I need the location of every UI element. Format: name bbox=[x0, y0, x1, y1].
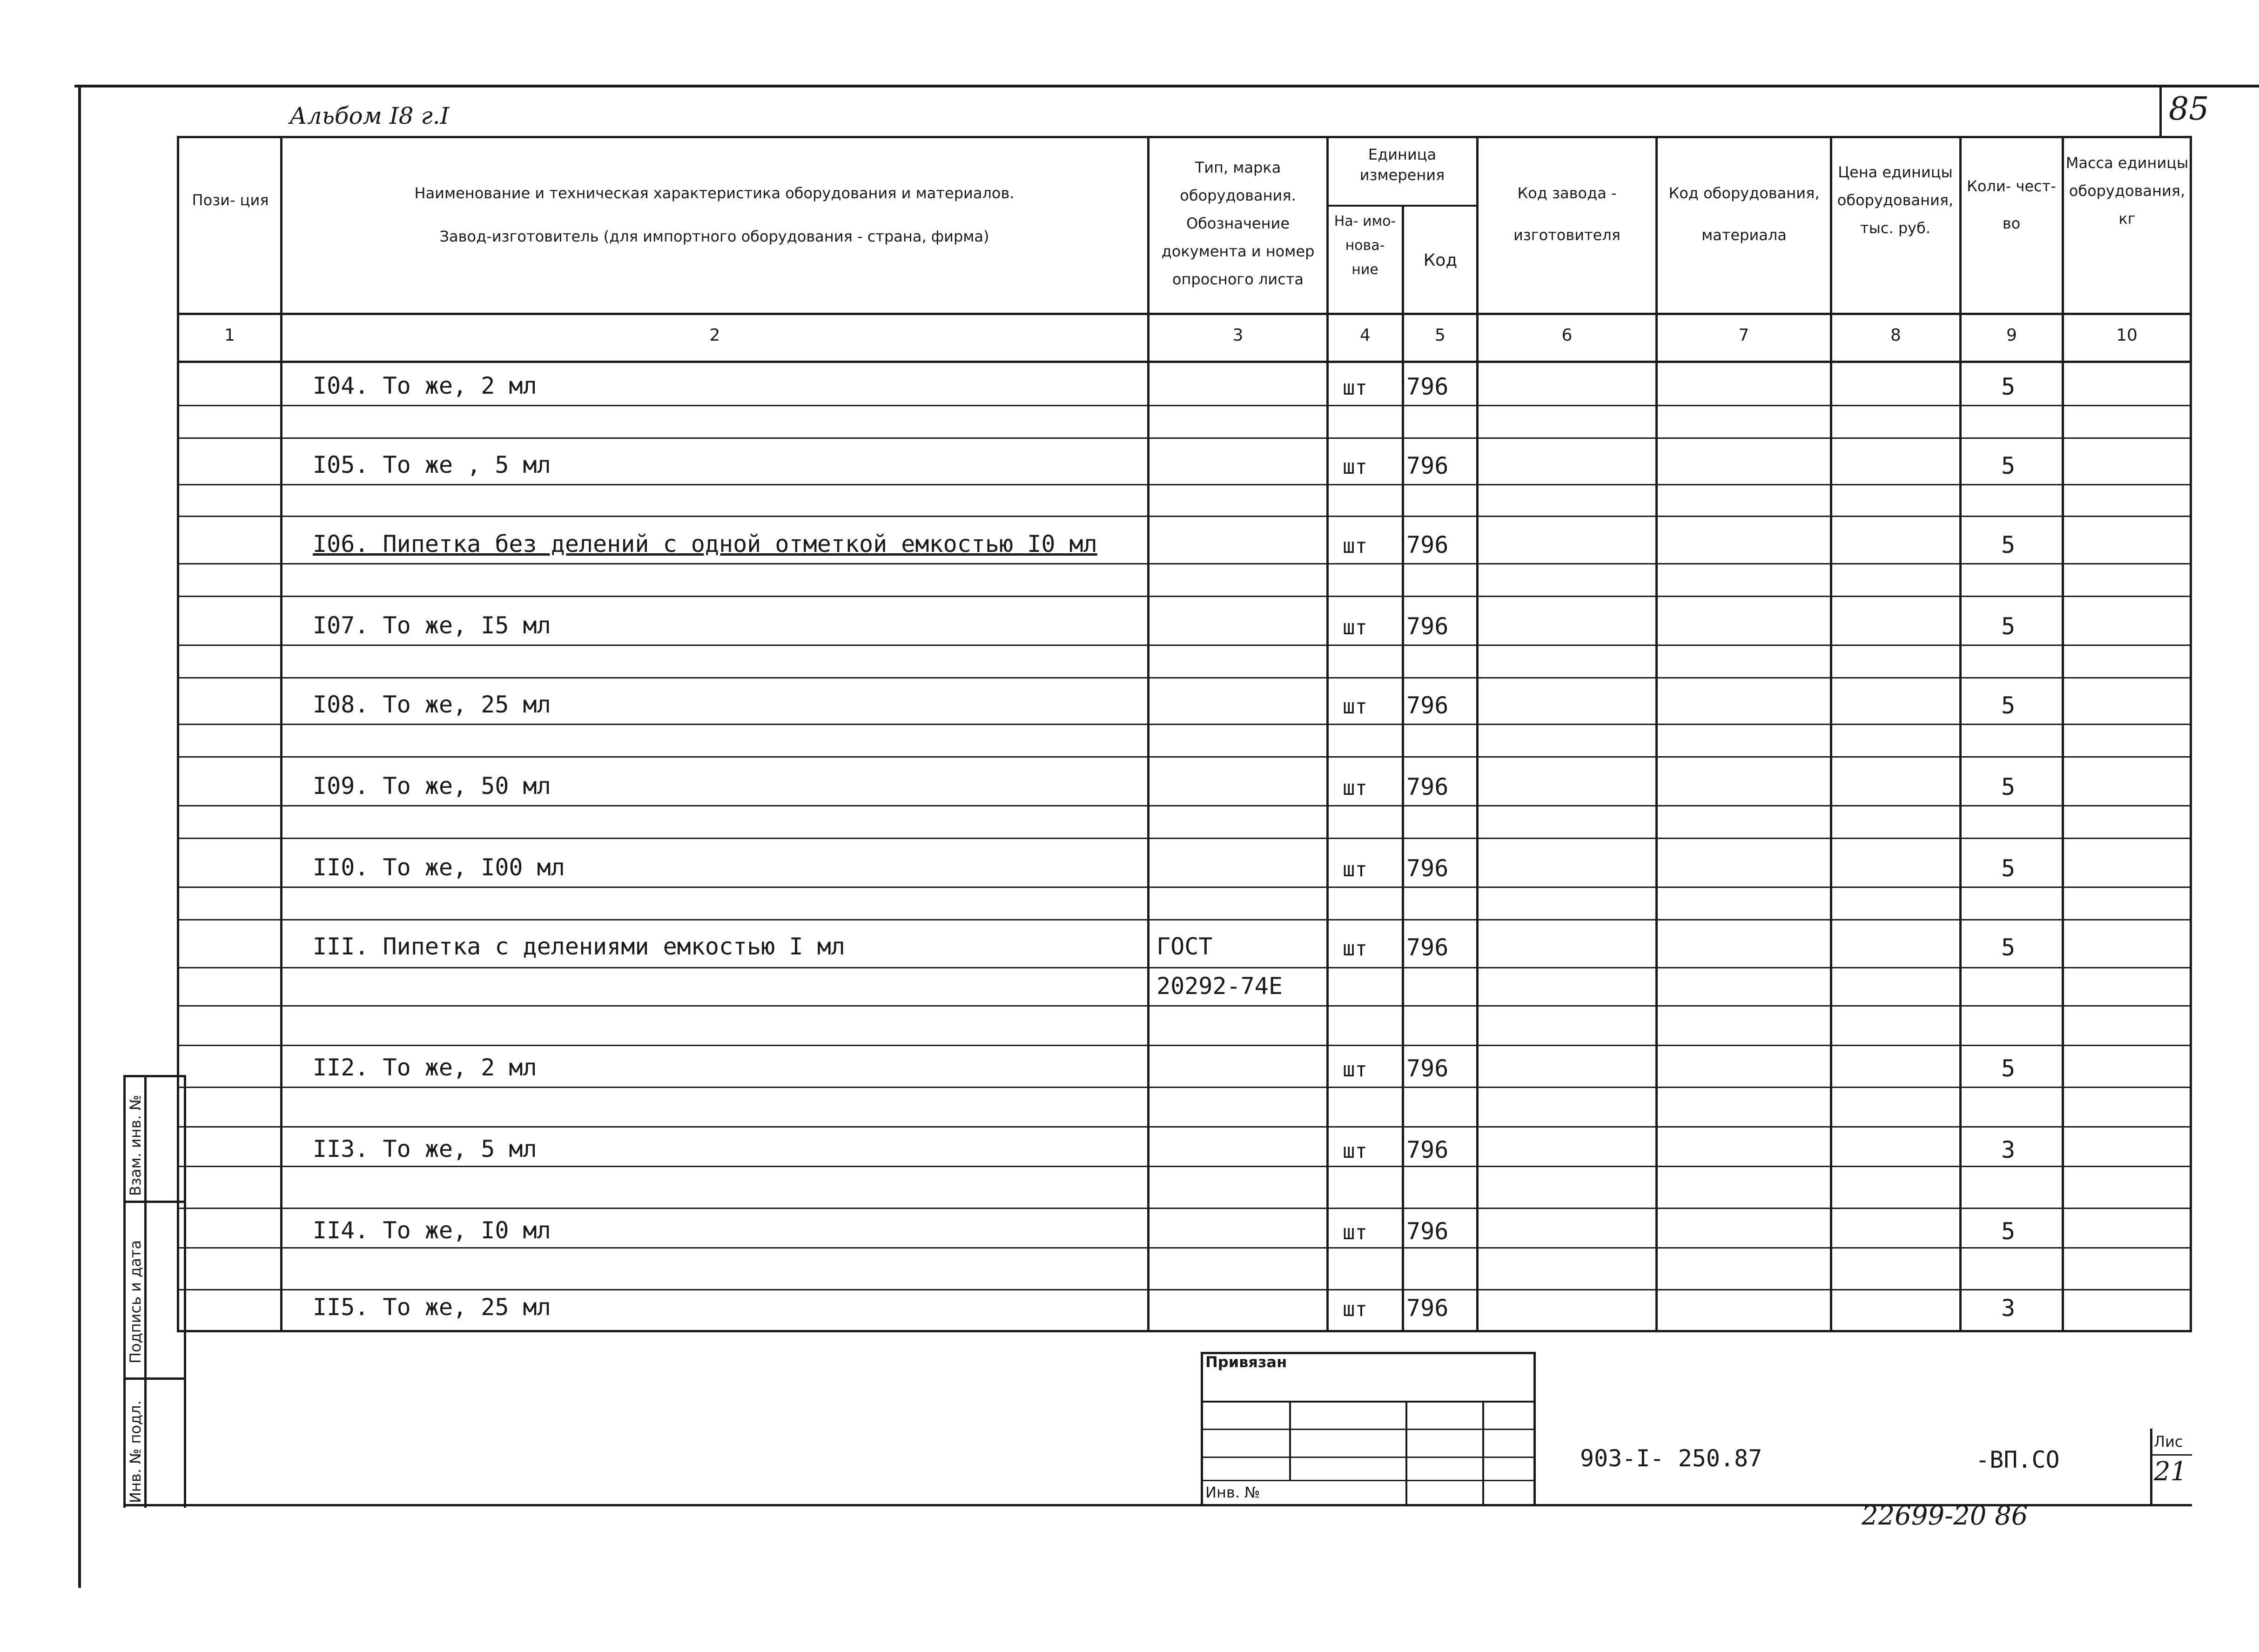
item-code: 796 bbox=[1406, 1055, 1449, 1082]
item-name: I05. То же , 5 мл bbox=[313, 451, 551, 478]
colnum-5: 5 bbox=[1435, 326, 1445, 345]
row-line bbox=[177, 1005, 2192, 1007]
row-line bbox=[177, 1208, 2192, 1209]
colnum-7: 7 bbox=[1738, 326, 1749, 345]
sheet-label: Лис bbox=[2154, 1433, 2183, 1451]
col-sep-6 bbox=[1655, 136, 1658, 1330]
colnum-8: 8 bbox=[1890, 326, 1901, 345]
stamp-inv-no: Инв. № bbox=[1205, 1484, 1260, 1501]
left-frame-line bbox=[78, 85, 81, 1588]
unit-split-line-2 bbox=[1402, 205, 1479, 207]
item-code: 796 bbox=[1406, 773, 1449, 800]
colnum-10: 10 bbox=[2116, 326, 2138, 345]
item-unit: шт bbox=[1343, 1139, 1367, 1163]
colnum-1: 1 bbox=[224, 326, 235, 345]
stamp-row-2 bbox=[1201, 1429, 1536, 1430]
item-unit: шт bbox=[1343, 534, 1367, 558]
colnum-bottom-line bbox=[177, 361, 2192, 363]
col-sep-8 bbox=[1959, 136, 1962, 1330]
side-label-signature: Подпись и дата bbox=[127, 1240, 144, 1363]
document-suffix: -ВП.СО bbox=[1976, 1446, 2060, 1473]
row-line bbox=[177, 1126, 2192, 1128]
top-frame-line bbox=[74, 85, 2259, 87]
item-code: 796 bbox=[1406, 934, 1449, 961]
item-name: I06. Пипетка без делений с одной отметкой емкостью I0 мл bbox=[313, 531, 1097, 557]
header-name-line1: Наименование и техническая характеристика оборудования и материалов. bbox=[414, 184, 1015, 202]
item-code: 796 bbox=[1406, 373, 1449, 400]
row-line bbox=[177, 677, 2192, 678]
item-code: 796 bbox=[1406, 692, 1449, 719]
row-line bbox=[177, 886, 2192, 888]
item-name: I09. То же, 50 мл bbox=[313, 772, 551, 799]
item-qty: 5 bbox=[2001, 692, 2016, 719]
item-code: 796 bbox=[1406, 613, 1449, 640]
unit-split-line bbox=[1326, 205, 1404, 207]
row-line bbox=[177, 1045, 2192, 1046]
margin-stamp-sep2 bbox=[123, 1377, 186, 1380]
item-qty: 5 bbox=[2001, 531, 2016, 558]
col-sep-0 bbox=[177, 136, 179, 1330]
row-line bbox=[177, 563, 2192, 564]
stamp-col-2 bbox=[1405, 1401, 1407, 1505]
margin-stamp-top bbox=[123, 1075, 186, 1077]
col-sep-10 bbox=[2190, 136, 2192, 1330]
header-bottom-line bbox=[177, 313, 2192, 315]
item-name: II4. То же, I0 мл bbox=[313, 1217, 551, 1244]
side-label-replaces: Взам. инв. № bbox=[127, 1095, 144, 1196]
header-type: Тип, марка оборудования. Обозначение документа и номер опросного листа bbox=[1161, 159, 1315, 288]
header-unit-code: Код bbox=[1423, 251, 1458, 270]
item-name: II5. То же, 25 мл bbox=[313, 1294, 551, 1321]
item-unit: шт bbox=[1343, 937, 1367, 960]
row-line bbox=[177, 919, 2192, 920]
item-qty: 5 bbox=[2001, 1055, 2016, 1082]
item-name: I07. То же, I5 мл bbox=[313, 612, 551, 639]
sheet-number: 21 bbox=[2154, 1457, 2187, 1487]
item-code: 796 bbox=[1406, 452, 1449, 479]
header-unit-name: На- имо- нова- ние bbox=[1334, 213, 1396, 278]
item-unit: шт bbox=[1343, 1297, 1367, 1321]
col-sep-9 bbox=[2062, 136, 2064, 1330]
margin-stamp-outer-left bbox=[123, 1075, 126, 1508]
item-unit: шт bbox=[1343, 695, 1367, 719]
item-code: 796 bbox=[1406, 1136, 1449, 1163]
row-line bbox=[177, 1247, 2192, 1249]
margin-stamp-right bbox=[184, 1075, 186, 1508]
col-sep-4 bbox=[1402, 205, 1404, 1330]
col-sep-5 bbox=[1476, 136, 1479, 1330]
album-label: Альбом I8 г.I bbox=[289, 102, 450, 129]
item-unit: шт bbox=[1343, 376, 1367, 400]
col-sep-1 bbox=[280, 136, 282, 1330]
stamp-row-1 bbox=[1201, 1401, 1536, 1403]
item-code: 796 bbox=[1406, 531, 1449, 558]
col-sep-7 bbox=[1830, 136, 1832, 1330]
colnum-9: 9 bbox=[2006, 326, 2017, 345]
colnum-2: 2 bbox=[709, 326, 720, 345]
page-number: 85 bbox=[2169, 91, 2209, 128]
row-line bbox=[177, 516, 2192, 517]
item-unit: шт bbox=[1343, 858, 1367, 881]
item-unit: шт bbox=[1343, 1058, 1367, 1081]
header-equipment-code: Код оборудования, материала bbox=[1668, 184, 1820, 244]
colnum-3: 3 bbox=[1232, 326, 1244, 345]
item-name: II0. То же, I00 мл bbox=[313, 854, 565, 881]
item-code: 796 bbox=[1406, 1218, 1449, 1245]
row-line bbox=[177, 724, 2192, 725]
row-line bbox=[177, 645, 2192, 646]
item-name: I08. То же, 25 мл bbox=[313, 691, 551, 718]
header-position: Пози- ция bbox=[192, 191, 269, 209]
row-line bbox=[177, 484, 2192, 485]
row-line bbox=[177, 1166, 2192, 1167]
row-line bbox=[177, 756, 2192, 758]
header-unit: Единица измерения bbox=[1359, 146, 1445, 184]
item-unit: шт bbox=[1343, 616, 1367, 639]
item-unit: шт bbox=[1343, 455, 1367, 479]
table-top-line bbox=[177, 136, 2192, 138]
item-name: II3. То же, 5 мл bbox=[313, 1135, 537, 1162]
sheet-box-left bbox=[2150, 1429, 2152, 1505]
row-line bbox=[177, 1289, 2192, 1290]
row-line bbox=[177, 838, 2192, 839]
item-unit: шт bbox=[1343, 1221, 1367, 1244]
item-code: 796 bbox=[1406, 855, 1449, 882]
stamp-row-3 bbox=[1201, 1457, 1536, 1458]
header-unit-price: Цена единицы оборудования, тыс. руб. bbox=[1837, 163, 1954, 237]
right-page-line bbox=[2159, 85, 2162, 138]
item-qty: 3 bbox=[2001, 1136, 2016, 1163]
colnum-4: 4 bbox=[1360, 326, 1371, 345]
item-type-continuation: 20292-74Е bbox=[1156, 973, 1283, 1000]
stamp-col-1 bbox=[1289, 1401, 1291, 1480]
row-line bbox=[177, 967, 2192, 968]
margin-stamp-inner bbox=[144, 1075, 147, 1508]
item-qty: 5 bbox=[2001, 1218, 2016, 1245]
item-name: II2. То же, 2 мл bbox=[313, 1054, 537, 1081]
table-bottom-line bbox=[177, 1330, 2192, 1332]
stamp-privyazan: Привязан bbox=[1205, 1353, 1287, 1371]
row-line bbox=[177, 805, 2192, 806]
item-code: 796 bbox=[1406, 1295, 1449, 1322]
footer-number: 22699-20 86 bbox=[1862, 1501, 2028, 1531]
col-sep-3 bbox=[1326, 136, 1329, 1330]
item-name: III. Пипетка с делениями емкостью I мл bbox=[313, 933, 845, 960]
header-name-line2: Завод-изготовитель (для импортного оборудования - страна, фирма) bbox=[439, 228, 989, 245]
colnum-6: 6 bbox=[1561, 326, 1573, 345]
item-qty: 5 bbox=[2001, 773, 2016, 800]
item-qty: 5 bbox=[2001, 613, 2016, 640]
margin-stamp-sep1 bbox=[123, 1201, 186, 1203]
item-qty: 3 bbox=[2001, 1295, 2016, 1322]
item-qty: 5 bbox=[2001, 373, 2016, 400]
item-type: ГОСТ bbox=[1156, 933, 1213, 960]
row-line bbox=[177, 596, 2192, 597]
row-line bbox=[177, 437, 2192, 439]
item-qty: 5 bbox=[2001, 452, 2016, 479]
row-line bbox=[177, 1087, 2192, 1088]
stamp-col-3 bbox=[1482, 1401, 1484, 1505]
header-maker-code: Код завода - изготовителя bbox=[1513, 184, 1621, 244]
header-mass: Масса единицы оборудования, кг bbox=[2065, 154, 2189, 228]
item-unit: шт bbox=[1343, 776, 1367, 800]
item-name: I04. То же, 2 мл bbox=[313, 372, 537, 399]
row-line bbox=[177, 405, 2192, 406]
col-sep-2 bbox=[1147, 136, 1150, 1330]
item-qty: 5 bbox=[2001, 855, 2016, 882]
document-code: 903-I- 250.87 bbox=[1580, 1445, 1762, 1472]
side-label-inventory: Инв. № подл. bbox=[127, 1400, 144, 1503]
item-qty: 5 bbox=[2001, 934, 2016, 961]
header-quantity: Коли- чест- во bbox=[1967, 177, 2056, 232]
